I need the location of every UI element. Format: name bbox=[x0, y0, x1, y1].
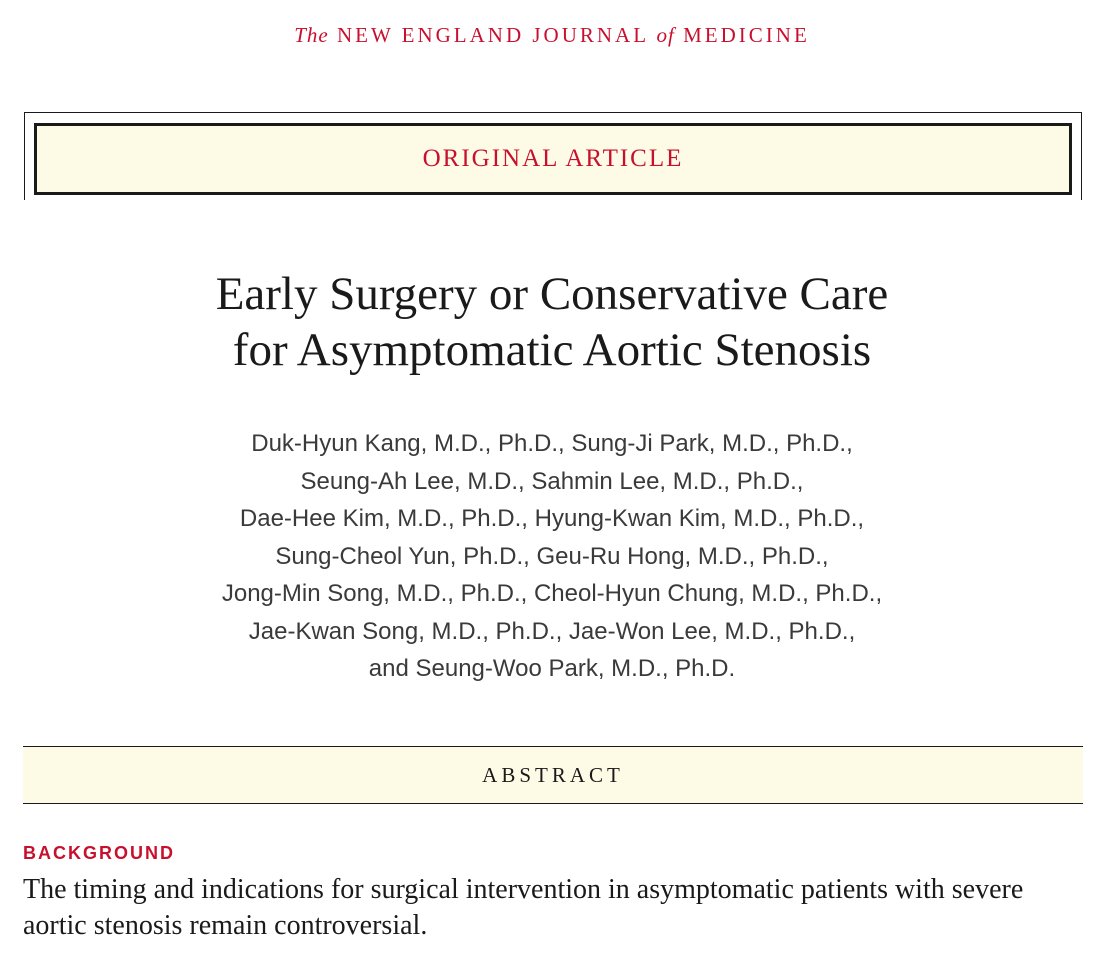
author-line-2: Seung-Ah Lee, M.D., Sahmin Lee, M.D., Ph.D., bbox=[300, 467, 804, 495]
journal-masthead bbox=[0, 20, 1104, 50]
author-line-5: Jong-Min Song, M.D., Ph.D., Cheol-Hyun Chung, M.D., Ph.D., bbox=[221, 580, 883, 607]
masthead-the: The bbox=[294, 23, 329, 47]
masthead-part1: NEW ENGLAND JOURNAL bbox=[336, 23, 649, 47]
author-line-4: Sung-Cheol Yun, Ph.D., Geu-Ru Hong, M.D., Ph.D., bbox=[275, 542, 829, 570]
author-line-6: Jae-Kwan Song, M.D., Ph.D., Jae-Won Lee, M.D., Ph.D., bbox=[248, 617, 856, 645]
masthead-part2: MEDICINE bbox=[683, 23, 810, 47]
title-line-1: Early Surgery or Conservative Care bbox=[215, 268, 889, 320]
author-list bbox=[0, 425, 1104, 688]
title-line-2: for Asymptomatic Aortic Stenosis bbox=[232, 324, 872, 376]
abstract-header-bar bbox=[23, 746, 1083, 804]
author-line-7: and Seung-Woo Park, M.D., Ph.D. bbox=[368, 655, 736, 682]
abstract-label: ABSTRACT bbox=[482, 762, 624, 787]
masthead-of: of bbox=[656, 23, 675, 47]
background-text: The timing and indications for surgical intervention in asymptomatic patients with severe aortic stenosis remain controversial. bbox=[23, 874, 1024, 941]
article-title bbox=[0, 266, 1104, 378]
author-line-3: Dae-Hee Kim, M.D., Ph.D., Hyung-Kwan Kim, M.D., Ph.D., bbox=[239, 505, 865, 532]
background-heading: BACKGROUND bbox=[23, 843, 175, 863]
article-type-label: ORIGINAL ARTICLE bbox=[422, 145, 684, 172]
author-line-1: Duk-Hyun Kang, M.D., Ph.D., Sung-Ji Park, M.D., Ph.D., bbox=[251, 430, 853, 457]
article-type-box bbox=[34, 123, 1072, 195]
